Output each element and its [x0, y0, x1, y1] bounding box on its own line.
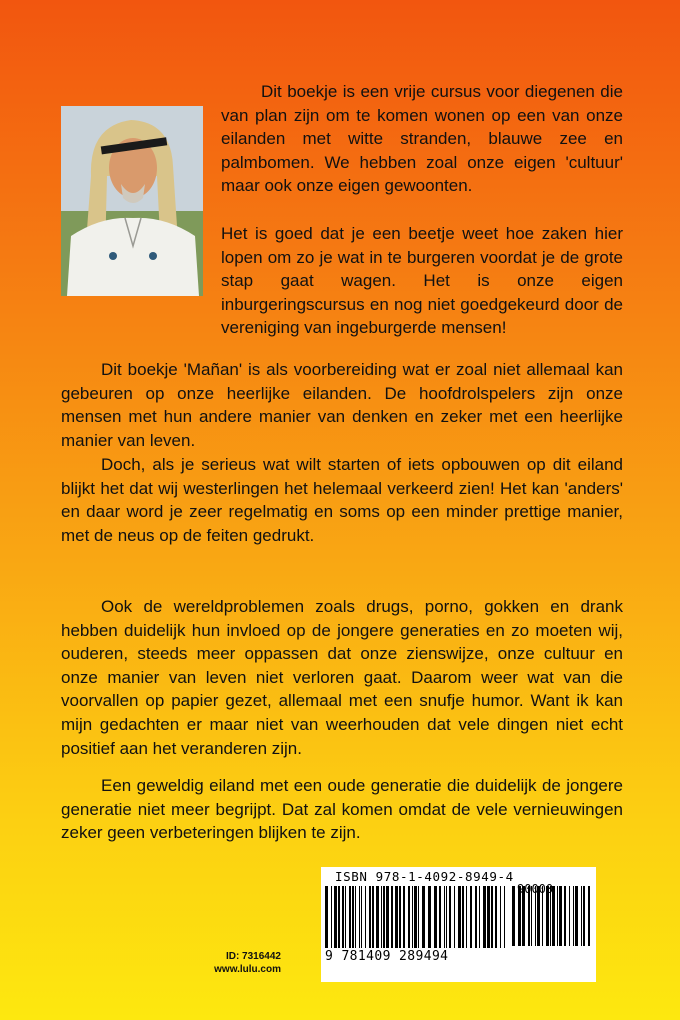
barcode-bar: [381, 886, 382, 948]
barcode-bar: [483, 886, 486, 948]
isbn-barcode: [321, 867, 596, 982]
paragraph-text: Ook de wereldproblemen zoals drugs, porno, gokken en drank hebben duidelijk hun invloed op de jongere generaties en zo moeten wij, ouderen, steeds meer oppassen dat onze zienswijze, onze cultuur en onze manier van leven niet verloren gaat. Daarom weer wat van die voorvallen op papier gezet, allemaal met een snufje humor. Want ik kan mijn gedachten er maar niet van weerhouden dat vele dingen niet echt positief aan het veranderen zijn.: [61, 597, 623, 758]
barcode-digits: 9 781409 289494: [325, 949, 449, 964]
barcode-bar: [399, 886, 401, 948]
barcode-bar: [487, 886, 490, 948]
paragraph-text: Dit boekje is een vrije cursus voor diegenen die van plan zijn om te komen wonen op een van onze eilanden met witte stranden, blauwe zee en palmbomen. We hebben zoal onze eigen 'cultuur' maar ook onze eigen gewoonten.: [221, 82, 623, 196]
barcode-bar: [331, 886, 332, 948]
barcode-bar: [376, 886, 379, 948]
barcode-bar: [342, 886, 344, 948]
paragraph-text: Dit boekje 'Mañan' is als voorbereiding wat er zoal niet allemaal kan gebeuren op onze heerlijke eilanden. De hoofdrolspelers zijn onze mensen met hun andere manier van denken en zeker met een heerlijke manier van leven.: [61, 360, 623, 450]
publisher-info: [201, 950, 281, 976]
barcode-bar: [391, 886, 393, 948]
author-photo: [61, 106, 203, 296]
barcode-bar: [355, 886, 356, 948]
barcode-bar: [479, 886, 480, 948]
barcode-bar: [439, 886, 441, 948]
barcode-bar: [449, 886, 451, 948]
barcode-bar: [414, 886, 417, 948]
publisher-id: ID: 7316442: [225, 951, 281, 962]
barcode-bar: [583, 886, 585, 946]
barcode-bar: [552, 886, 555, 946]
barcode-bar: [412, 886, 413, 948]
barcode-bar: [588, 886, 590, 946]
barcode-bar: [462, 886, 464, 948]
barcode-bar: [512, 886, 515, 946]
barcode-bar: [559, 886, 562, 946]
paragraph-text: Het is goed dat je een beetje weet hoe zaken hier lopen om zo je wat in te burgeren voordat je de grote stap gaat wagen. Het is onze eigen inburgeringscursus en nog niet goedgekeurd door de vereniging van ingeburgerde mensen!: [221, 224, 623, 338]
barcode-bar: [518, 886, 521, 946]
addon-barcode-bars: [512, 886, 590, 946]
barcode-bar: [575, 886, 578, 946]
barcode-bar: [500, 886, 501, 948]
barcode-bar: [434, 886, 437, 948]
barcode-bar: [470, 886, 472, 948]
barcode-bar: [573, 886, 574, 946]
barcode-bar: [345, 886, 346, 948]
barcode-bar: [550, 886, 551, 946]
barcode-bar: [422, 886, 425, 948]
barcode-bar: [395, 886, 398, 948]
barcode-bar: [365, 886, 366, 948]
barcode-bar: [454, 886, 455, 948]
barcode-bar: [325, 886, 328, 948]
intro-paragraph-1: [221, 80, 623, 198]
barcode-bar: [495, 886, 497, 948]
barcode-bar: [491, 886, 493, 948]
barcode-bar: [428, 886, 431, 948]
body-paragraph-1: [61, 358, 623, 452]
barcode-bar: [349, 886, 351, 948]
barcode-bar: [569, 886, 570, 946]
barcode-bar: [418, 886, 419, 948]
barcode-bar: [359, 886, 360, 948]
barcode-bar: [369, 886, 371, 948]
barcode-bar: [546, 886, 549, 946]
barcode-bar: [403, 886, 405, 948]
barcode-bar: [537, 886, 540, 946]
barcode-bar: [458, 886, 461, 948]
body-paragraph-4: [61, 774, 623, 845]
barcode-bar: [522, 886, 525, 946]
body-paragraph-3: [61, 595, 623, 760]
barcode-bar: [504, 886, 505, 948]
barcode-bar: [408, 886, 410, 948]
barcode-bar: [338, 886, 340, 948]
barcode-bar: [528, 886, 530, 946]
barcode-bar: [334, 886, 337, 948]
paragraph-text: Doch, als je serieus wat wilt starten of iets opbouwen op dit eiland blijkt het dat wij westerlingen het helemaal verkeerd zien! Het kan 'anders' en daar word je zeer regelmatig en soms op een minder prettige manier, met de neus op de feiten gedrukt.: [61, 455, 623, 545]
barcode-bar: [444, 886, 445, 948]
barcode-bar: [531, 886, 532, 946]
publisher-website: www.lulu.com: [214, 964, 281, 975]
intro-paragraph-2: [221, 222, 623, 340]
barcode-bar: [466, 886, 467, 948]
barcode-bar: [361, 886, 362, 948]
barcode-bar: [475, 886, 477, 948]
isbn-label: ISBN 978-1-4092-8949-4: [335, 869, 514, 884]
barcode-bar: [535, 886, 536, 946]
barcode-bar: [581, 886, 582, 946]
barcode-bar: [564, 886, 566, 946]
barcode-bar: [372, 886, 374, 948]
barcode-bar: [557, 886, 558, 946]
barcode-bar: [352, 886, 354, 948]
barcode-bar: [446, 886, 447, 948]
body-paragraph-2: [61, 453, 623, 547]
barcode-bar: [542, 886, 543, 946]
barcode-bar: [386, 886, 389, 948]
author-portrait-image: [61, 106, 203, 296]
barcode-bar: [383, 886, 385, 948]
paragraph-text: Een geweldig eiland met een oude generatie die duidelijk de jongere generatie niet meer begrijpt. Dat zal komen omdat de vele vernieuwingen zeker geen verbeteringen blijken te zijn.: [61, 776, 623, 843]
